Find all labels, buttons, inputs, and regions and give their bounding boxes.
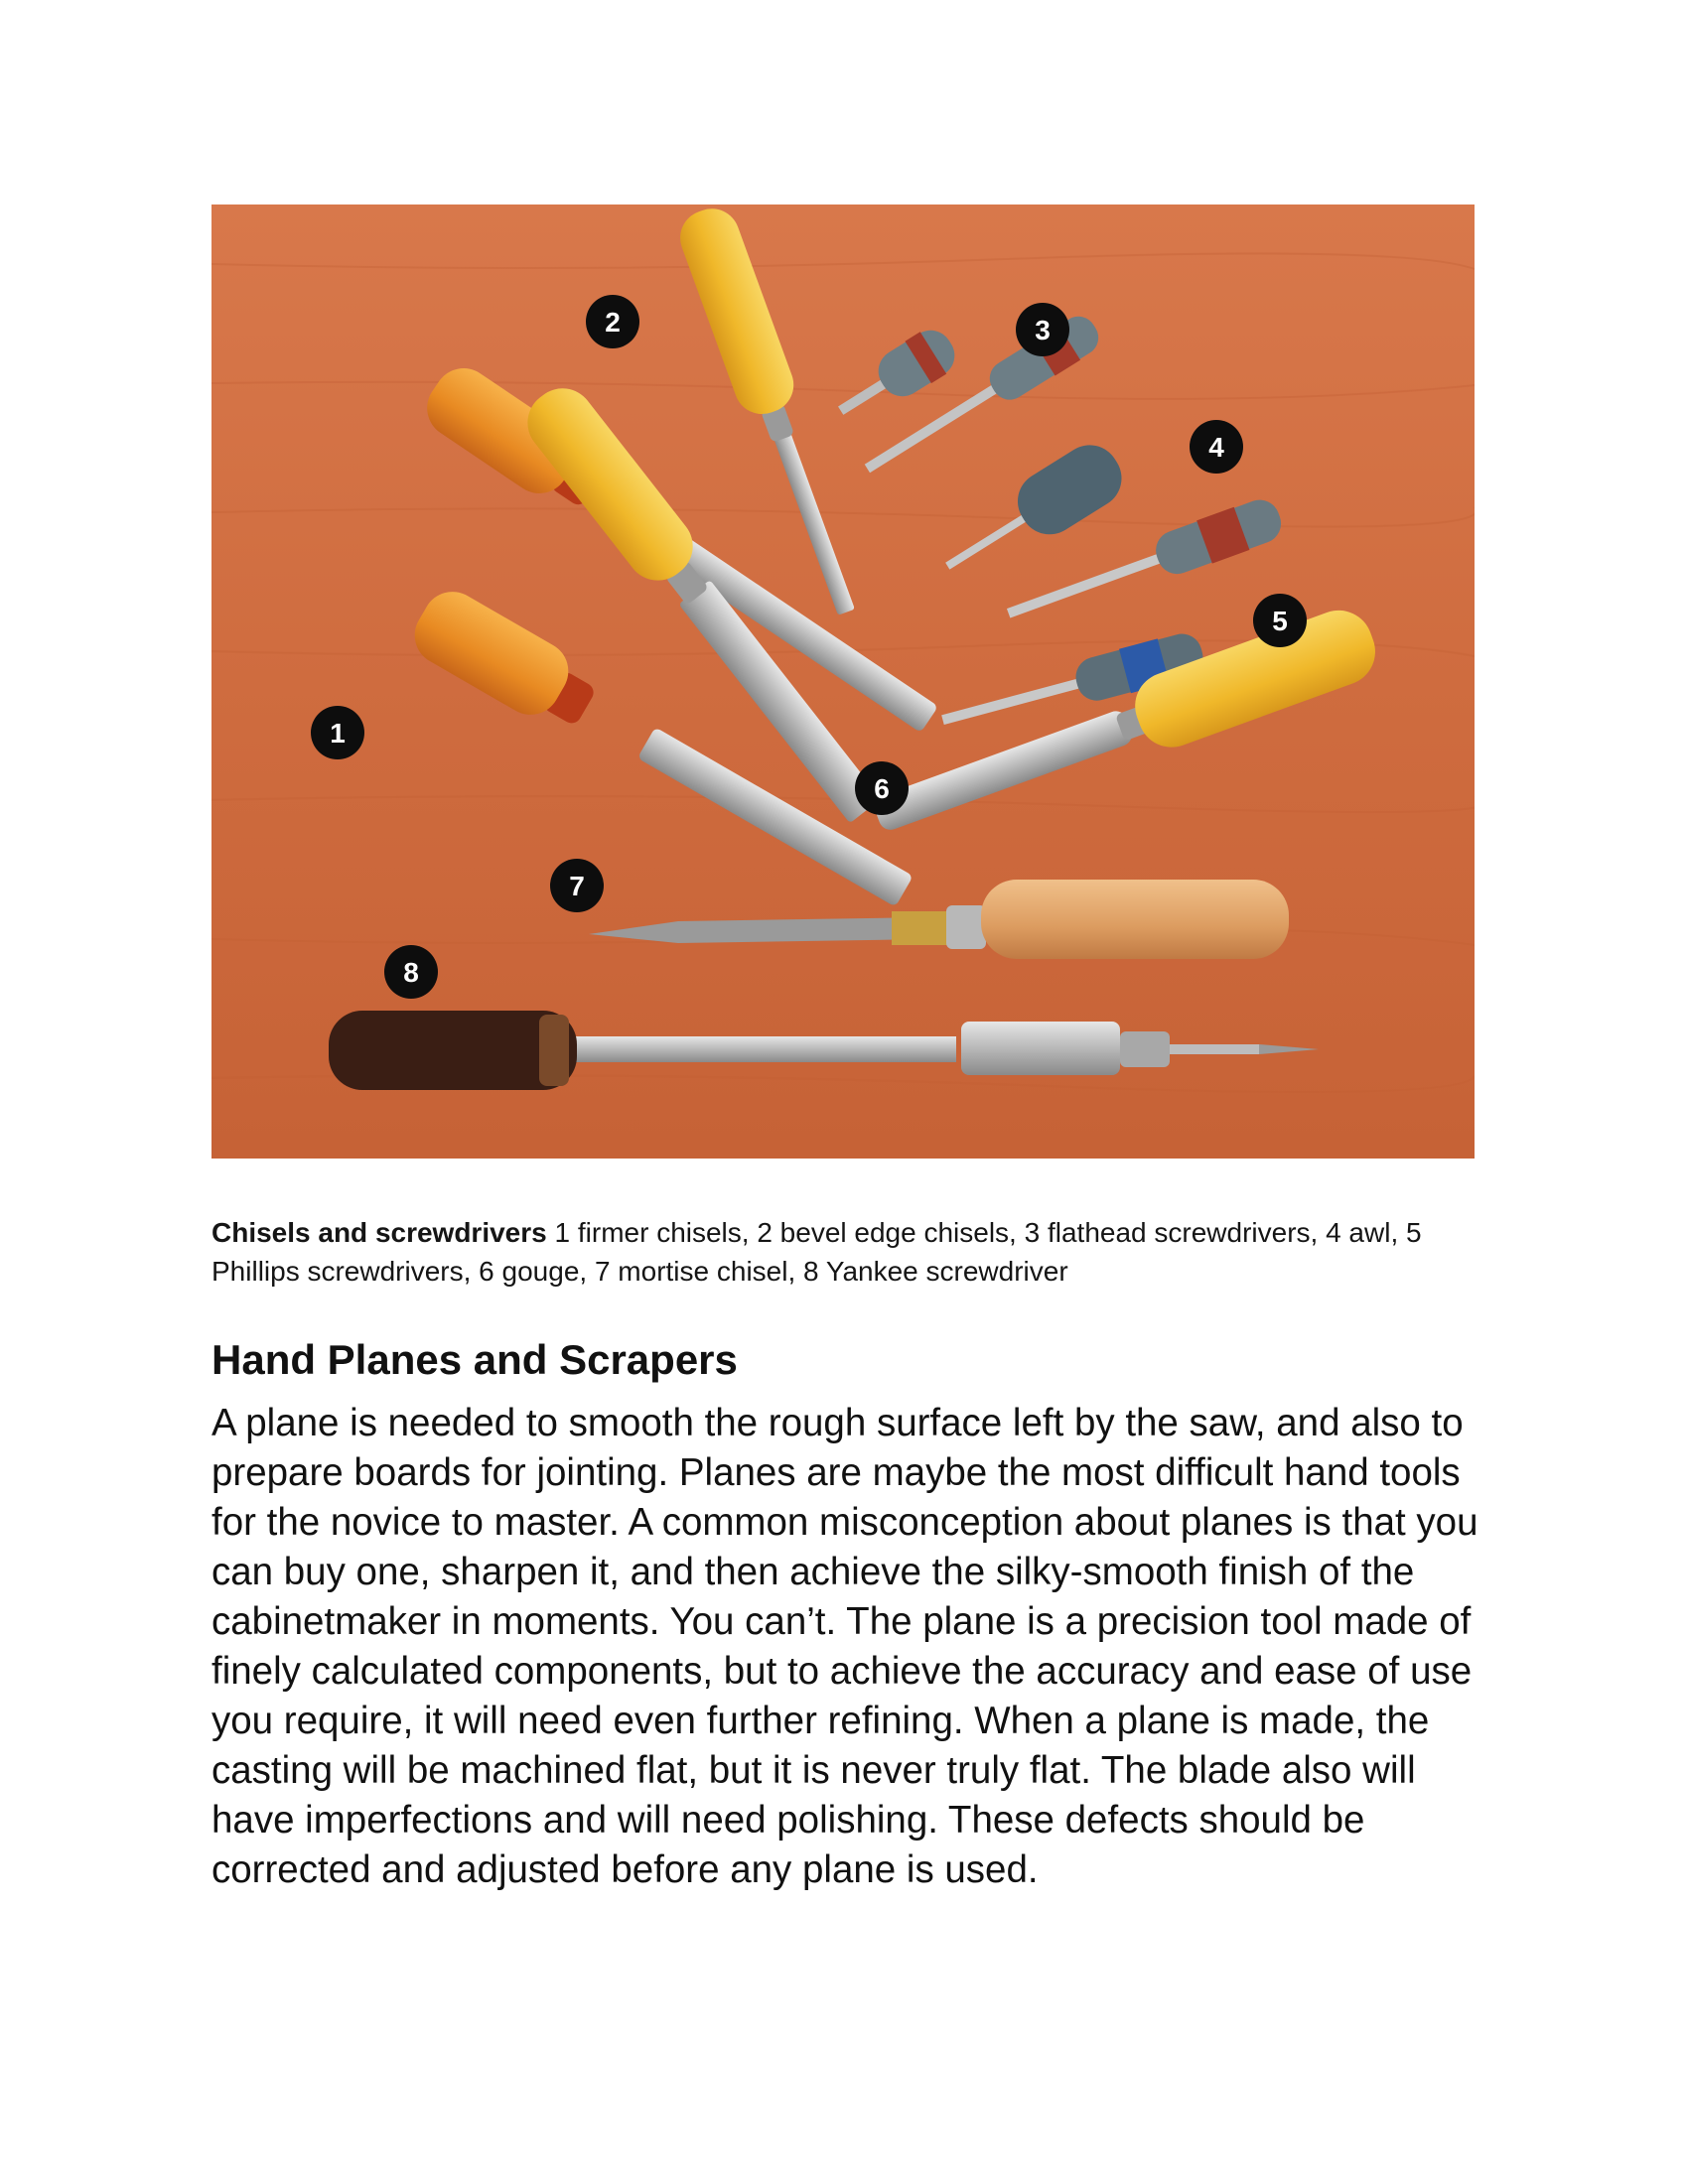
marker-7 bbox=[550, 859, 604, 912]
marker-6 bbox=[855, 761, 909, 815]
caption-text: 1 firmer chisels, 2 bevel edge chisels, 3 flathead screwdrivers, 4 awl, 5 Phillips screwdrivers, 6 gouge, 7 mortise chisel, 8 Yankee screwdriver bbox=[211, 1217, 1422, 1287]
svg-text:4: 4 bbox=[1208, 432, 1224, 463]
svg-text:2: 2 bbox=[605, 307, 621, 338]
section-heading: Hand Planes and Scrapers bbox=[211, 1336, 738, 1383]
marker-2 bbox=[586, 295, 639, 348]
svg-text:5: 5 bbox=[1272, 606, 1288, 636]
figure-caption bbox=[211, 1213, 1477, 1291]
svg-text:6: 6 bbox=[874, 773, 890, 804]
marker-4 bbox=[1190, 420, 1243, 474]
caption-title: Chisels and screwdrivers bbox=[211, 1217, 547, 1248]
marker-5 bbox=[1253, 594, 1307, 647]
tools-photo bbox=[211, 205, 1475, 1159]
marker-3 bbox=[1016, 303, 1069, 356]
marker-1 bbox=[311, 706, 364, 759]
svg-text:1: 1 bbox=[330, 718, 346, 749]
svg-text:7: 7 bbox=[569, 871, 585, 901]
marker-8 bbox=[384, 945, 438, 999]
svg-text:8: 8 bbox=[403, 957, 419, 988]
svg-text:3: 3 bbox=[1035, 315, 1051, 345]
section-paragraph: A plane is needed to smooth the rough surface left by the saw, and also to prepare boards for jointing. Planes are maybe the most difficult hand tools for the novice to master. A common misconception about planes is that you can buy one, sharpen it, and then achieve the silky-smooth finish of the cabinetmaker in moments. You can’t. The plane is a precision tool made of finely calculated components, but to achieve the accuracy and ease of use you require, it will need even further refining. When a plane is made, the casting will be machined flat, but it is never truly flat. The blade also will have imperfections and will need polishing. These defects should be corrected and adjusted before any plane is used. bbox=[211, 1402, 1478, 1891]
